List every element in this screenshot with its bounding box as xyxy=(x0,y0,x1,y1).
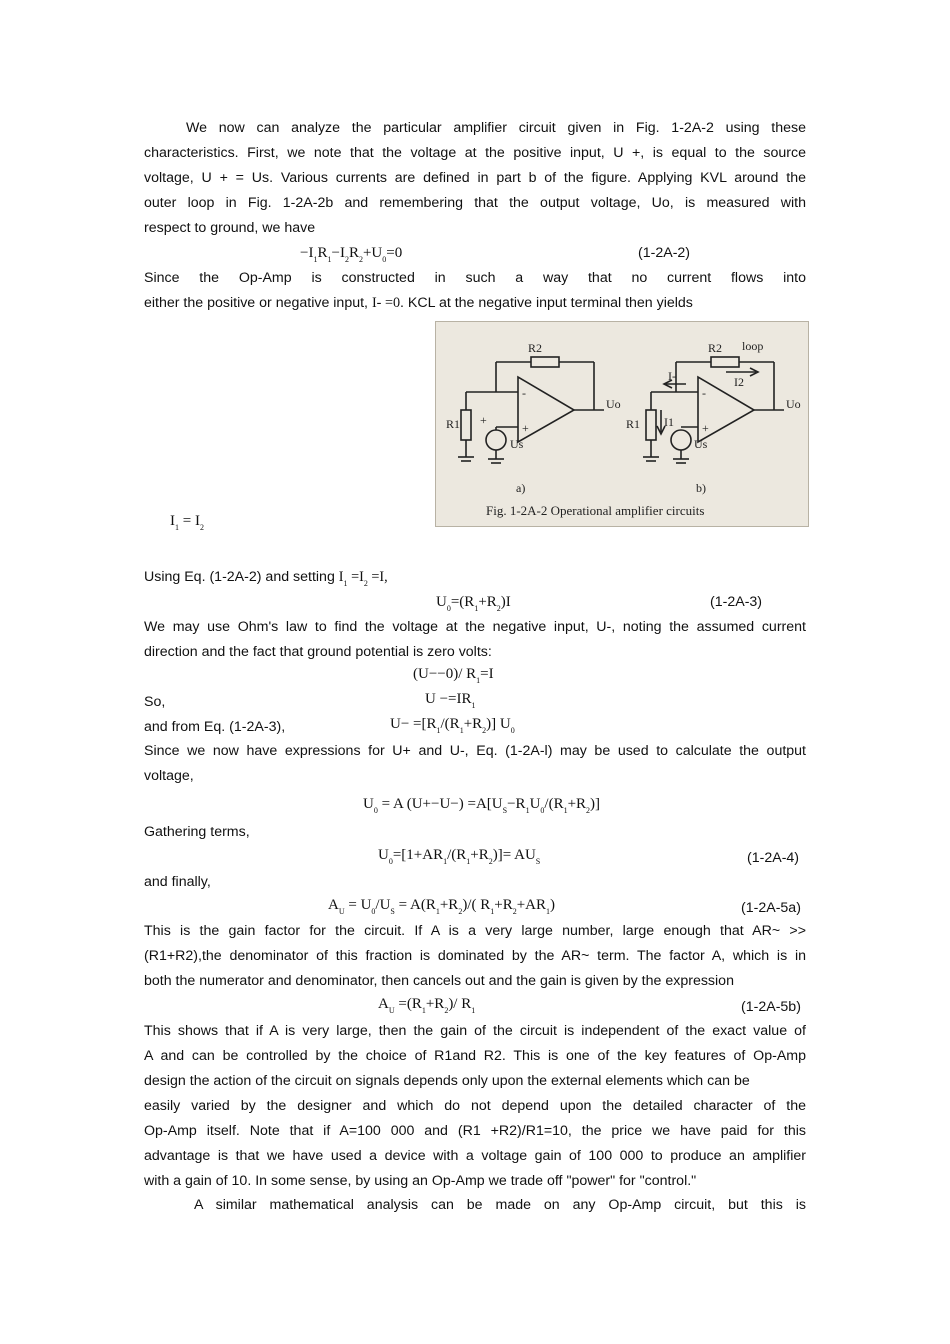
paragraph-7-line-6: advantage is that we have used a device with a voltage gain of 100 000 to produce an amplifier xyxy=(144,1148,806,1164)
paragraph-1-line-2: characteristics. First, we note that the voltage at the positive input, U +, is equal to the source xyxy=(144,145,806,161)
paragraph-5-line-2: voltage, xyxy=(144,768,194,784)
paragraph-7-line-4: easily varied by the designer and which do not depend upon the detailed character of the xyxy=(144,1098,806,1114)
equation-number-1-2A-4: (1-2A-4) xyxy=(747,850,800,866)
paragraph-1-line-4: outer loop in Fig. 1-2A-2b and remembering that the output voltage, Uo, is measured with xyxy=(144,195,806,211)
paragraph-4-line-2: direction and the fact that ground potential is zero volts: xyxy=(144,644,492,660)
setting-equation: $I_1 =I_2 =I$, xyxy=(338,569,388,588)
equation-1-2A-5b: $A_U =(R_1+R_2)/$ $R_1$ xyxy=(378,996,476,1015)
i-minus-zero: I- =0 xyxy=(371,295,401,311)
and-finally-label: and finally, xyxy=(144,874,211,890)
label-us-b: Us xyxy=(694,437,708,451)
paragraph-3-text: Using Eq. (1-2A-2) and setting xyxy=(144,569,335,585)
paragraph-2-line-2 xyxy=(144,294,693,312)
label-r1-b: R1 xyxy=(626,417,641,431)
label-uo-b: Uo xyxy=(786,397,801,411)
label-plus-a: + xyxy=(522,421,529,435)
figure-caption: Fig. 1-2A-2 Operational amplifier circuits xyxy=(486,503,705,518)
equation-number-1-2A-5a: (1-2A-5a) xyxy=(741,900,801,916)
paragraph-2-tail: . KCL at the negative input terminal then yields xyxy=(400,295,693,311)
label-i1: I1 xyxy=(664,415,674,429)
paragraph-4-line-1: We may use Ohm's law to find the voltage at the negative input, U-, noting the assumed current xyxy=(144,619,806,635)
paragraph-7-line-3: design the action of the circuit on signals depends only upon the external elements which can be xyxy=(144,1073,750,1089)
equation-uminus: $U -=IR_1$ xyxy=(425,691,476,710)
equation-1-2A-4: $U_0=[1+AR_1/(R_1+R_2)]= AU_S$ xyxy=(378,847,541,866)
paragraph-1-line-5: respect to ground, we have xyxy=(144,220,316,236)
paragraph-7-line-5: Op-Amp itself. Note that if A=100 000 and (R1 +R2)/R1=10, the price we have paid for this xyxy=(144,1123,806,1139)
label-r2-b: R2 xyxy=(708,341,723,355)
equation-ohm: (U−−0)/ $R_1=I$ xyxy=(413,666,494,685)
so-label: So, xyxy=(144,694,166,710)
paragraph-7-line-2: A and can be controlled by the choice of R1and R2. This is one of the key features of Op-Amp xyxy=(144,1048,806,1064)
equation-number-1-2A-5b: (1-2A-5b) xyxy=(741,999,801,1015)
equation-1-2A-3: $U_0=(R_1+R_2)I$ xyxy=(436,594,511,613)
label-us-a: Us xyxy=(510,437,524,451)
equation-uout: $U_0 = A$ $(U+-U-) =A[U_S-R_1U_0/(R_1+R_2)]$ xyxy=(363,796,601,815)
paragraph-7-line-7: with a gain of 10. In some sense, by using an Op-Amp we trade off "power" for "control." xyxy=(144,1173,697,1189)
label-i2: I2 xyxy=(734,375,744,389)
label-uo-a: Uo xyxy=(606,397,621,411)
label-minus-a: - xyxy=(522,386,526,400)
equation-number-1-2A-2: (1-2A-2) xyxy=(638,245,691,261)
figure-op-amp-circuits xyxy=(435,321,809,527)
paragraph-2-line-1: Since the Op-Amp is constructed in such a way that no current flows into xyxy=(144,270,806,286)
circuit-b xyxy=(643,357,784,463)
paragraph-8-line-1: A similar mathematical analysis can be made on any Op-Amp circuit, but this is xyxy=(194,1197,806,1213)
paragraph-6-line-2: (R1+R2),the denominator of this fraction is dominated by the AR~ term. The factor A, which is in xyxy=(144,948,806,964)
equation-uminus-2: $U- =[R_1/(R_1+R_2)]$ $U_0$ xyxy=(390,716,515,735)
label-r2-a: R2 xyxy=(528,341,543,355)
label-loop: loop xyxy=(742,339,764,353)
paragraph-1-line-3: voltage, U + = Us. Various currents are defined in part b of the figure. Applying KVL around the xyxy=(144,170,806,186)
label-iminus: I- xyxy=(668,369,676,383)
paragraph-1-line-1: We now can analyze the particular amplifier circuit given in Fig. 1-2A-2 using these xyxy=(186,120,806,136)
equation-1-2A-2: $-I_1R_1-I_2R_2+U_0=0$ xyxy=(300,245,403,264)
circuit-a xyxy=(458,357,604,463)
label-plus-source-a: + xyxy=(480,413,487,427)
paragraph-6-line-1: This is the gain factor for the circuit. If A is a very large number, large enough that AR~ >> xyxy=(144,923,806,939)
paragraph-5-line-1: Since we now have expressions for U+ and U-, Eq. (1-2A-l) may be used to calculate the output xyxy=(144,743,806,759)
label-minus-b: - xyxy=(702,386,706,400)
paragraph-3 xyxy=(144,568,388,593)
equation-i1-equals-i2: $I_1 = I_2$ xyxy=(170,513,204,532)
label-r1-a: R1 xyxy=(446,417,461,431)
paragraph-2-line-2-text: either the positive or negative input, xyxy=(144,295,368,311)
paragraph-6-line-3: both the numerator and denominator, then cancels out and the gain is given by the expression xyxy=(144,973,734,989)
and-from-label: and from Eq. (1-2A-3), xyxy=(144,719,286,735)
gathering-terms-label: Gathering terms, xyxy=(144,824,250,840)
paragraph-7-line-1: This shows that if A is very large, then the gain of the circuit is independent of the exact value of xyxy=(144,1023,806,1039)
label-plus-b: + xyxy=(702,421,709,435)
label-a: a) xyxy=(516,481,526,495)
equation-1-2A-5a: $A_U = U_0/U_S = A(R_1+R_2)/$( $R_1+R_2+AR_1$) xyxy=(328,897,555,916)
label-b: b) xyxy=(696,481,706,495)
equation-number-1-2A-3: (1-2A-3) xyxy=(710,594,763,610)
